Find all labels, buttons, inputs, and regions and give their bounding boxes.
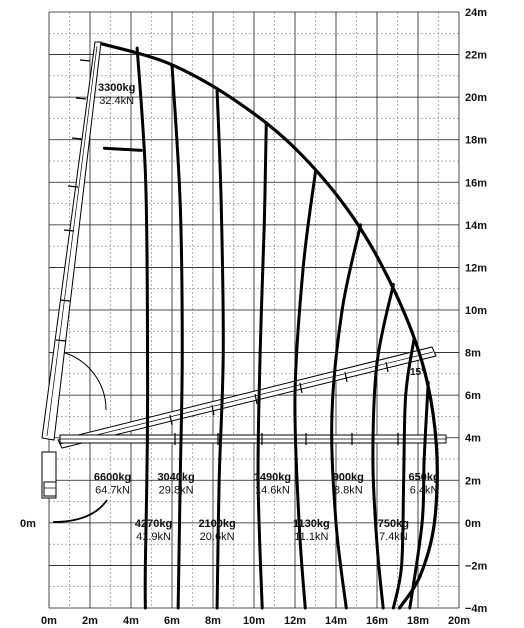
y-tick-label: 20m (465, 92, 488, 105)
y-tick-label: 10m (465, 305, 488, 317)
capacity-label-kn: 20.6kN (199, 531, 235, 544)
y-tick-label: 2m (465, 475, 481, 488)
capacity-label-kg: 1130kg (293, 518, 330, 531)
capacity-label-kn: 64.7kN (95, 484, 130, 497)
x-tick-label: 0m (41, 615, 57, 627)
capacity-label-kn: 8.8kN (333, 484, 363, 497)
boom-section-marker (72, 138, 82, 139)
x-tick-label: 8m (205, 615, 221, 627)
capacity-label-kg: 1490kg (253, 471, 292, 484)
base-arc (53, 500, 107, 522)
y-tick-label: −2m (465, 560, 488, 573)
boom-angle-label: 15° (410, 367, 426, 378)
capacity-label-kg: 3300kg (97, 81, 136, 94)
x-tick-label: 10m (242, 615, 266, 627)
y-tick-label: 24m (465, 7, 488, 19)
capacity-label (98, 82, 135, 107)
capacity-label-kn: 29.8kN (158, 484, 194, 497)
capacity-label-kg: 6600kg (93, 471, 132, 484)
capacity-label-kn: 32.4kN (99, 94, 135, 107)
y-tick-label: 4m (465, 432, 481, 445)
capacity-curve-3300kg (104, 148, 141, 150)
boom-max-extension (42, 42, 101, 440)
capacity-label (409, 471, 440, 496)
y-tick-label: 12m (465, 262, 488, 275)
y-tick-label: 0m (465, 517, 481, 530)
x-tick-label: 12m (283, 615, 307, 627)
capacity-label (157, 471, 194, 496)
capacity-label (293, 518, 330, 543)
capacity-label-kn: 7.4kN (379, 531, 408, 544)
capacity-label-kn: 41.9kN (136, 531, 171, 544)
capacity-curve-900kg (373, 284, 394, 608)
y-tick-label: −4m (465, 603, 488, 615)
y-tick-label: 14m (465, 219, 488, 232)
capacity-curve-4270kg (172, 65, 182, 608)
capacity-label-kg: 900kg (332, 471, 364, 484)
boom-angled (58, 347, 436, 448)
x-tick-label: 20m (447, 615, 471, 627)
x-tick-label: 6m (164, 615, 180, 627)
capacity-label-kg: 2100kg (198, 518, 236, 531)
y-tick-label: 6m (465, 390, 481, 403)
x-tick-label: 14m (324, 615, 348, 627)
capacity-label-kg: 750kg (377, 518, 410, 531)
capacity-curve-2100kg (258, 123, 266, 608)
boom-section-marker (76, 98, 86, 99)
capacity-label-kn: 11.1kN (294, 531, 329, 544)
x-tick-label: 2m (82, 615, 98, 627)
capacity-label (198, 518, 235, 543)
x-tick-label: 18m (406, 615, 430, 627)
capacity-label (135, 518, 172, 543)
x-tick-label: 16m (365, 615, 389, 627)
boom-section-marker (80, 60, 90, 61)
capacity-label (333, 471, 364, 496)
capacity-label-kg: 4270kg (134, 518, 173, 531)
capacity-label (94, 471, 131, 496)
y-left-label: 0m (20, 517, 36, 530)
y-tick-label: 16m (465, 177, 488, 190)
crane-base (44, 482, 56, 496)
x-tick-label: 4m (123, 615, 139, 627)
capacity-label (378, 518, 409, 543)
crane-diagram (42, 42, 446, 522)
y-tick-label: 8m (465, 347, 481, 360)
capacity-label-kn: 6.4kN (409, 484, 439, 497)
capacity-label-kg: 650kg (408, 471, 440, 484)
capacity-label-kg: 3040kg (157, 471, 195, 484)
capacity-label-kn: 14.6kN (255, 484, 290, 497)
capacity-label (254, 471, 291, 496)
slew-arc (62, 352, 106, 410)
y-tick-label: 22m (465, 49, 488, 62)
y-tick-label: 18m (465, 134, 488, 147)
